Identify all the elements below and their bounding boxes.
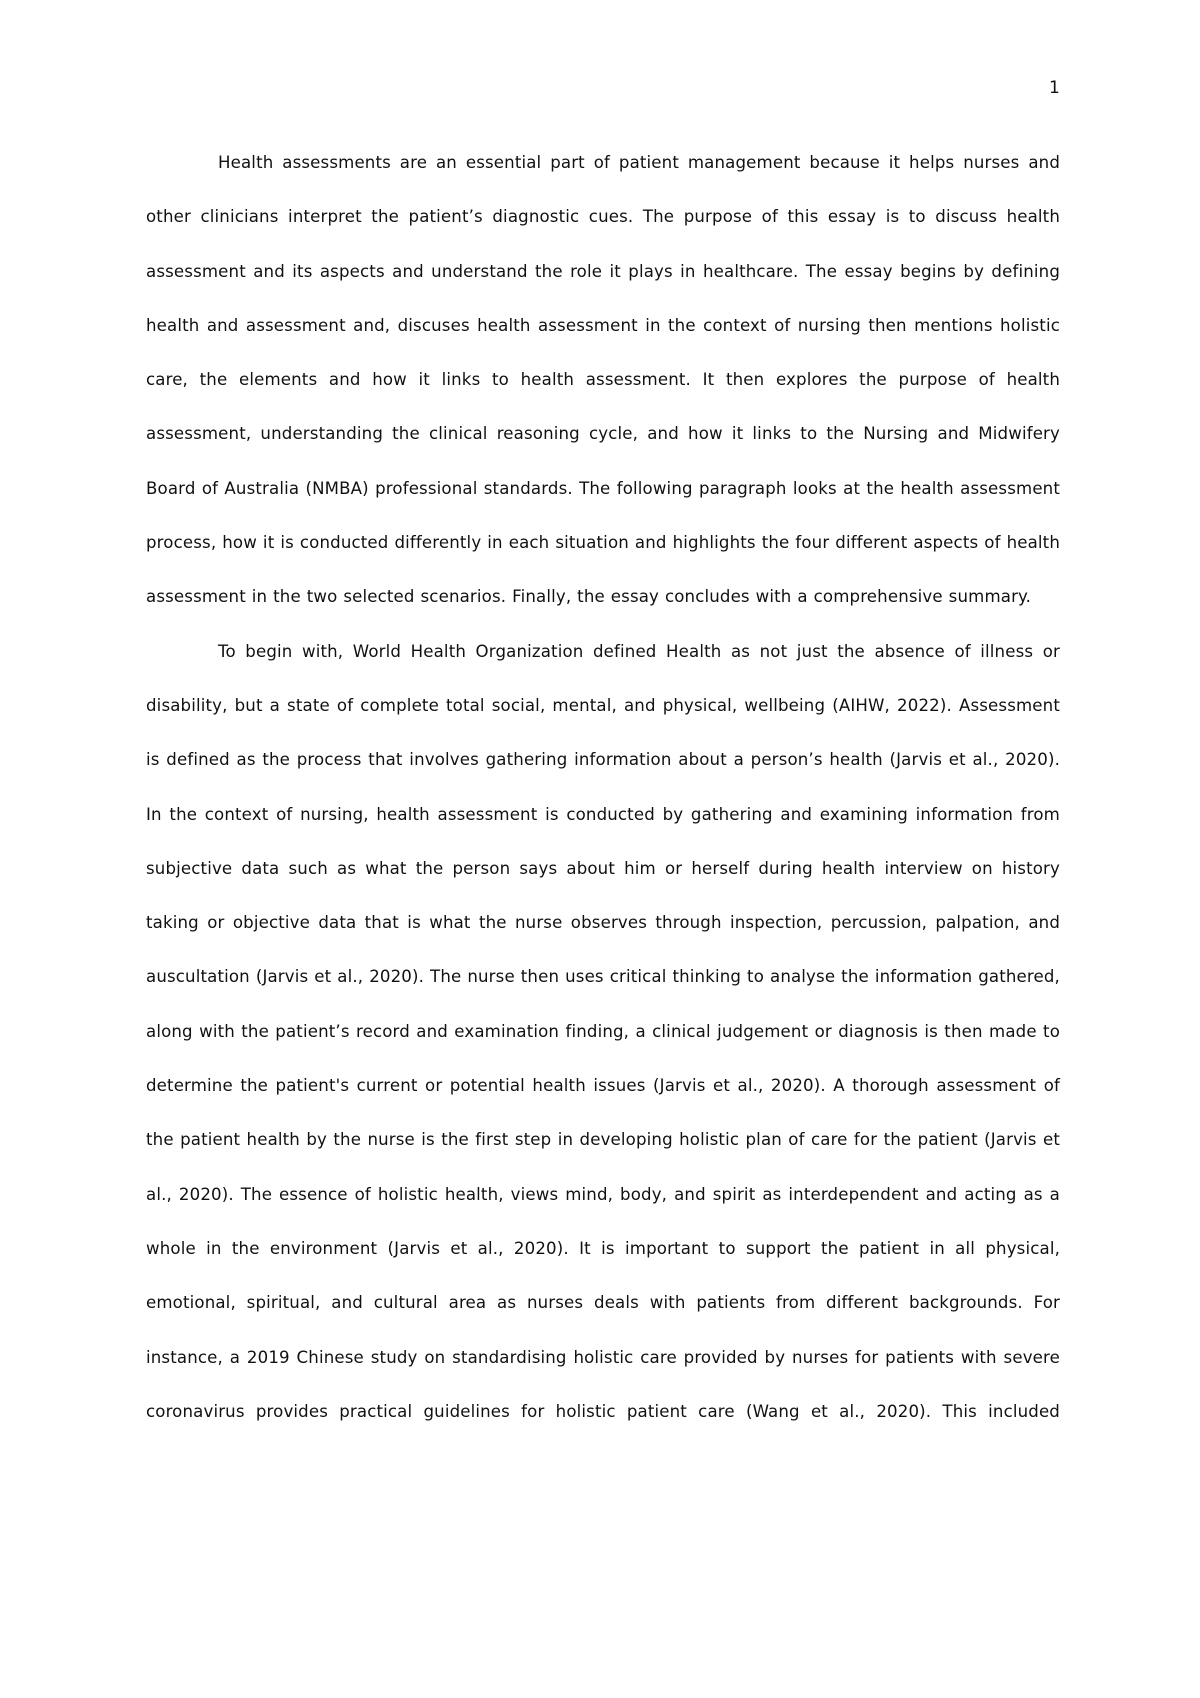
page-number: 1 <box>1048 78 1060 98</box>
essay-body <box>146 136 1060 1439</box>
paragraph-definitions: To begin with, World Health Organization defined Health as not just the absence of illness or disability, but a state of complete total social, mental, and physical, wellbeing (AIHW, 2022). Assessment is defined as the process that involves gathering information about a person’s health (Jarvis et al., 2020). In the context of nursing, health assessment is conducted by gathering and examining information from subjective data such as what the person says about him or herself during health interview on history taking or objective data that is what the nurse observes through inspection, percussion, palpation, and auscultation (Jarvis et al., 2020). The nurse then uses critical thinking to analyse the information gathered, along with the patient’s record and examination finding, a clinical judgement or diagnosis is then made to determine the patient's current or potential health issues (Jarvis et al., 2020). A thorough assessment of the patient health by the nurse is the first step in developing holistic plan of care for the patient (Jarvis et al., 2020). The essence of holistic health, views mind, body, and spirit as interdependent and acting as a whole in the environment (Jarvis et al., 2020). It is important to support the patient in all physical, emotional, spiritual, and cultural area as nurses deals with patients from different backgrounds. For instance, a 2019 Chinese study on standardising holistic care provided by nurses for patients with severe coronavirus provides practical guidelines for holistic patient care (Wang et al., 2020). This included <box>146 641 1060 1421</box>
paragraph-introduction: Health assessments are an essential part of patient management because it helps nurses and other clinicians interpret the patient’s diagnostic cues. The purpose of this essay is to discuss health assessment and its aspects and understand the role it plays in healthcare. The essay begins by defining health and assessment and, discuses health assessment in the context of nursing then mentions holistic care, the elements and how it links to health assessment. It then explores the purpose of health assessment, understanding the clinical reasoning cycle, and how it links to the Nursing and Midwifery Board of Australia (NMBA) professional standards. The following paragraph looks at the health assessment process, how it is conducted differently in each situation and highlights the four different aspects of health assessment in the two selected scenarios. Finally, the essay concludes with a comprehensive summary. <box>146 153 1060 607</box>
